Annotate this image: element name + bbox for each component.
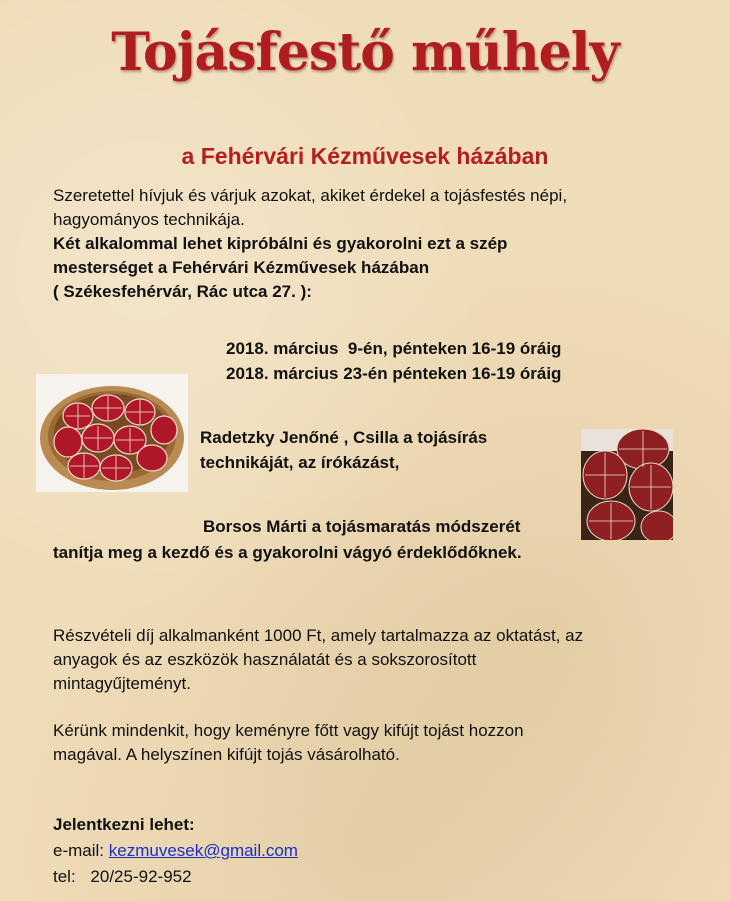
contact-heading: Jelentkezni lehet:	[53, 815, 195, 834]
teacher-line: Radetzky Jenőné , Csilla a tojásírás	[200, 428, 488, 447]
basket-of-eggs-image	[36, 374, 188, 492]
intro-bold-line: ( Székesfehérvár, Rác utca 27. ):	[53, 282, 312, 301]
poster-subtitle: a Fehérvári Kézművesek házában	[181, 143, 549, 169]
intro-bold-line: Két alkalommal lehet kipróbálni és gyakorolni ezt a szép	[53, 234, 508, 253]
request-paragraph	[53, 719, 703, 767]
fee-line: mintagyűjteményt.	[53, 674, 191, 693]
date-item: 2018. március 9-én, pénteken 16-19 óráig	[226, 339, 562, 358]
painted-eggs-image	[581, 429, 673, 540]
request-line: magával. A helyszínen kifújt tojás vásárolható.	[53, 745, 400, 764]
teacher-2-continuation: tanítja meg a kezdő és a gyakorolni vágyó érdeklődőknek.	[53, 543, 522, 562]
fee-paragraph	[53, 624, 703, 696]
dates-list	[226, 336, 561, 386]
email-row	[53, 838, 298, 864]
intro-bold-line: mesterséget a Fehérvári Kézművesek házában	[53, 258, 430, 277]
phone-row	[53, 864, 298, 890]
teacher-2-text: Borsos Márti a tojásmaratás módszerét	[203, 517, 521, 536]
date-item: 2018. március 23-én pénteken 16-19 óráig	[226, 364, 562, 383]
request-line: Kérünk mindenkit, hogy keményre főtt vagy kifújt tojást hozzon	[53, 721, 524, 740]
contact-block	[53, 812, 298, 890]
email-link[interactable]: kezmuvesek@gmail.com	[108, 841, 298, 860]
intro-line: Szeretettel hívjuk és várjuk azokat, akiket érdekel a tojásfestés népi,	[53, 186, 568, 205]
fee-line: anyagok és az eszközök használatát és a sokszorosított	[53, 650, 477, 669]
intro-paragraph	[53, 184, 703, 304]
email-label: e-mail:	[53, 841, 105, 860]
phone-label: tel:	[53, 867, 76, 886]
teacher-line: technikáját, az írókázást,	[200, 453, 400, 472]
intro-line: hagyományos technikája.	[53, 210, 245, 229]
teacher-1-text	[200, 425, 487, 475]
phone-number: 20/25-92-952	[90, 867, 192, 886]
fee-line: Részvételi díj alkalmanként 1000 Ft, amely tartalmazza az oktatást, az	[53, 626, 584, 645]
poster-title: Tojásfestő műhely	[111, 22, 619, 83]
